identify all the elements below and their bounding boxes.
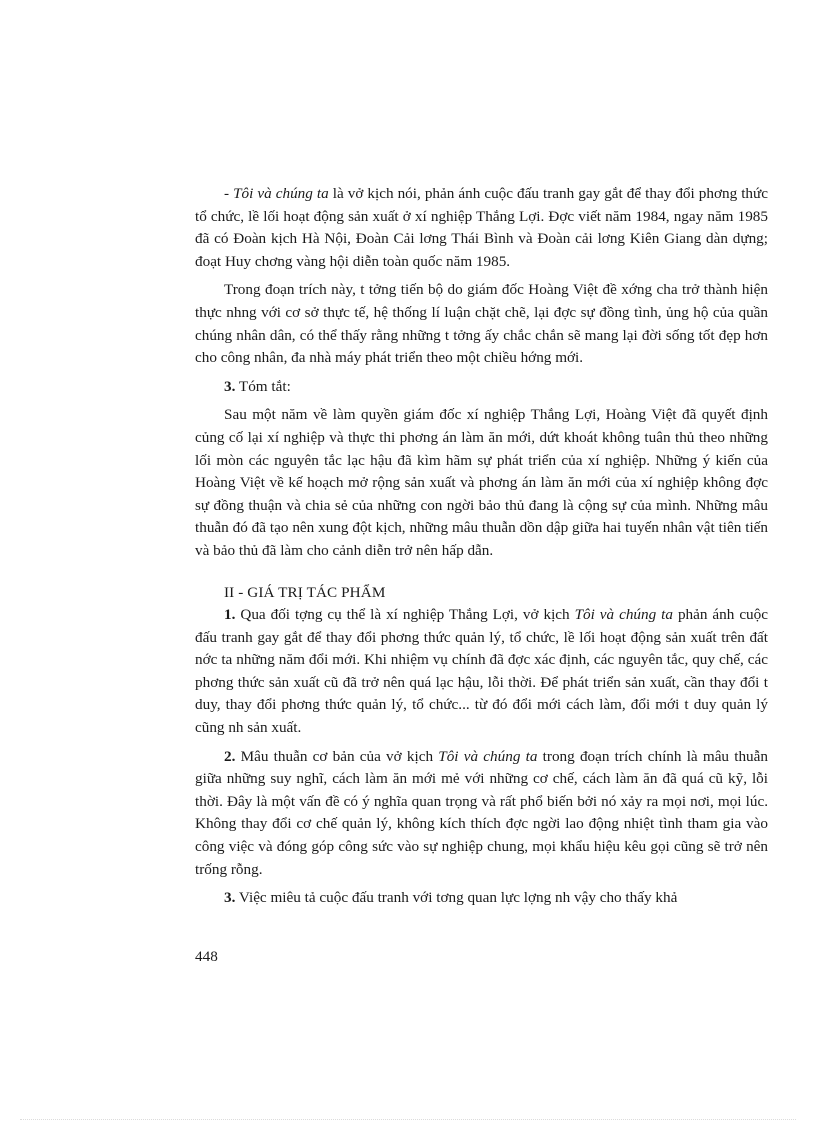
paragraph-summary: Sau một năm về làm quyền giám đốc xí nghiệp Thắng Lợi, Hoàng Việt đã quyết định củng cố lại xí nghiệp và thực thi phơng án làm ăn mới, dứt khoát không tuân thủ theo những lối mòn các nguyên tắc lạc hậu đã kìm hãm sự phát triển của xí nghiệp. Những ý kiến của Hoàng Việt về kế hoạch mở rộng sản xuất và phơng án làm ăn mới của xí nghiệp không đợc sự đồng thuận và chia sẻ của những con ngời bảo thủ đang là cộng sự của mình. Những mâu thuẫn đó đã tạo nên xung đột kịch, những mâu thuẫn dồn dập giữa hai tuyến nhân vật tiên tiến và bảo thủ đã làm cho cảnh diễn trở nên hấp dẫn.: [195, 406, 768, 559]
paragraph-text: phản ánh cuộc đấu tranh gay gắt để thay đổi phơng thức quản lý, tổ chức, lề lối hoạt động sản xuất trên đất nớc ta những năm đổi mới. Khi nhiệm vụ chính đã đợc xác định, các nguyên tắc, quy chế, các phơng thức sản xuất cũ đã trở nên quá lạc hậu, lỗi thời. Để phát triển sản xuất, cần thay đổi t duy, thay đổi phơng thức quản lý, tổ chức... từ đó đổi mới cách làm, đổi mới t duy quản lý cũng nh sản xuất.: [195, 606, 768, 737]
paragraph-value-2: [195, 746, 768, 882]
paragraph-excerpt-idea: Trong đoạn trích này, t tởng tiến bộ do giám đốc Hoàng Việt đề xớng cha trở thành hiện thực nhng với cơ sở thực tế, hệ thống lí luận chặt chẽ, lại đợc sự đồng tình, ủng hộ của quần chúng nhân dân, có thể thấy rằng những t tởng ấy chắc chắn sẽ mang lại đời sống tốt đẹp hơn cho công nhân, đa nhà máy phát triển theo một chiều hớng mới.: [195, 281, 768, 367]
section-heading: II - GIÁ TRỊ TÁC PHẨM: [224, 583, 386, 601]
item-number: 2.: [224, 747, 236, 765]
paragraph-text: Mâu thuẫn cơ bản của vở kịch: [235, 747, 439, 765]
paragraph-value-3: [195, 887, 768, 910]
paragraph-text: Việc miêu tả cuộc đấu tranh với tơng quan lực lợng nh vậy cho thấy khả: [235, 889, 678, 907]
paragraph-text: trong đoạn trích chính là mâu thuẫn giữa những suy nghĩ, cách làm ăn mới mẻ với những cơ chế, cách làm ăn đã quá cũ kỹ, lỗi thời. Đây là một vấn đề có ý nghĩa quan trọng và rất phổ biến bởi nó xảy ra mọi nơi, mọi lúc. Không thay đổi cơ chế quản lý, không kích thích đợc ngời lao động nhiệt tình tham gia vào công việc và đóng góp công sức vào sự nghiệp chung, mọi khẩu hiệu kêu gọi cũng sẽ trở nên trống rỗng.: [195, 747, 768, 878]
paragraph-text: là vở kịch nói, phản ánh cuộc đấu tranh gay gắt để thay đổi phơng thức tổ chức, lề lối hoạt động sản xuất ở xí nghiệp Thắng Lợi. Đợc viết năm 1984, ngay năm 1985 đã có Đoàn kịch Hà Nội, Đoàn Cải lơng Thái Bình và Đoàn cải lơng Kiên Giang dàn dựng; đoạt Huy chơng vàng hội diễn toàn quốc năm 1985.: [195, 185, 768, 270]
item-number: 3.: [224, 377, 236, 395]
paragraph-text: Qua đối tợng cụ thể là xí nghiệp Thắng Lợi, vở kịch: [235, 606, 575, 624]
paragraph-summary-heading: [195, 376, 768, 399]
play-title: Tôi và chúng ta: [574, 606, 673, 624]
item-number: 1.: [224, 606, 236, 624]
play-title: Tôi và chúng ta: [233, 185, 329, 202]
summary-label: Tóm tắt:: [235, 377, 291, 395]
page-number: 448: [195, 948, 218, 965]
bottom-rule: [20, 1119, 796, 1120]
play-title: Tôi và chúng ta: [438, 747, 538, 765]
paragraph-play-intro: [195, 183, 768, 273]
paragraph-value-1: [195, 604, 768, 740]
page-body: [195, 183, 768, 910]
dash-lead: -: [224, 185, 234, 202]
item-number: 3.: [224, 889, 236, 907]
